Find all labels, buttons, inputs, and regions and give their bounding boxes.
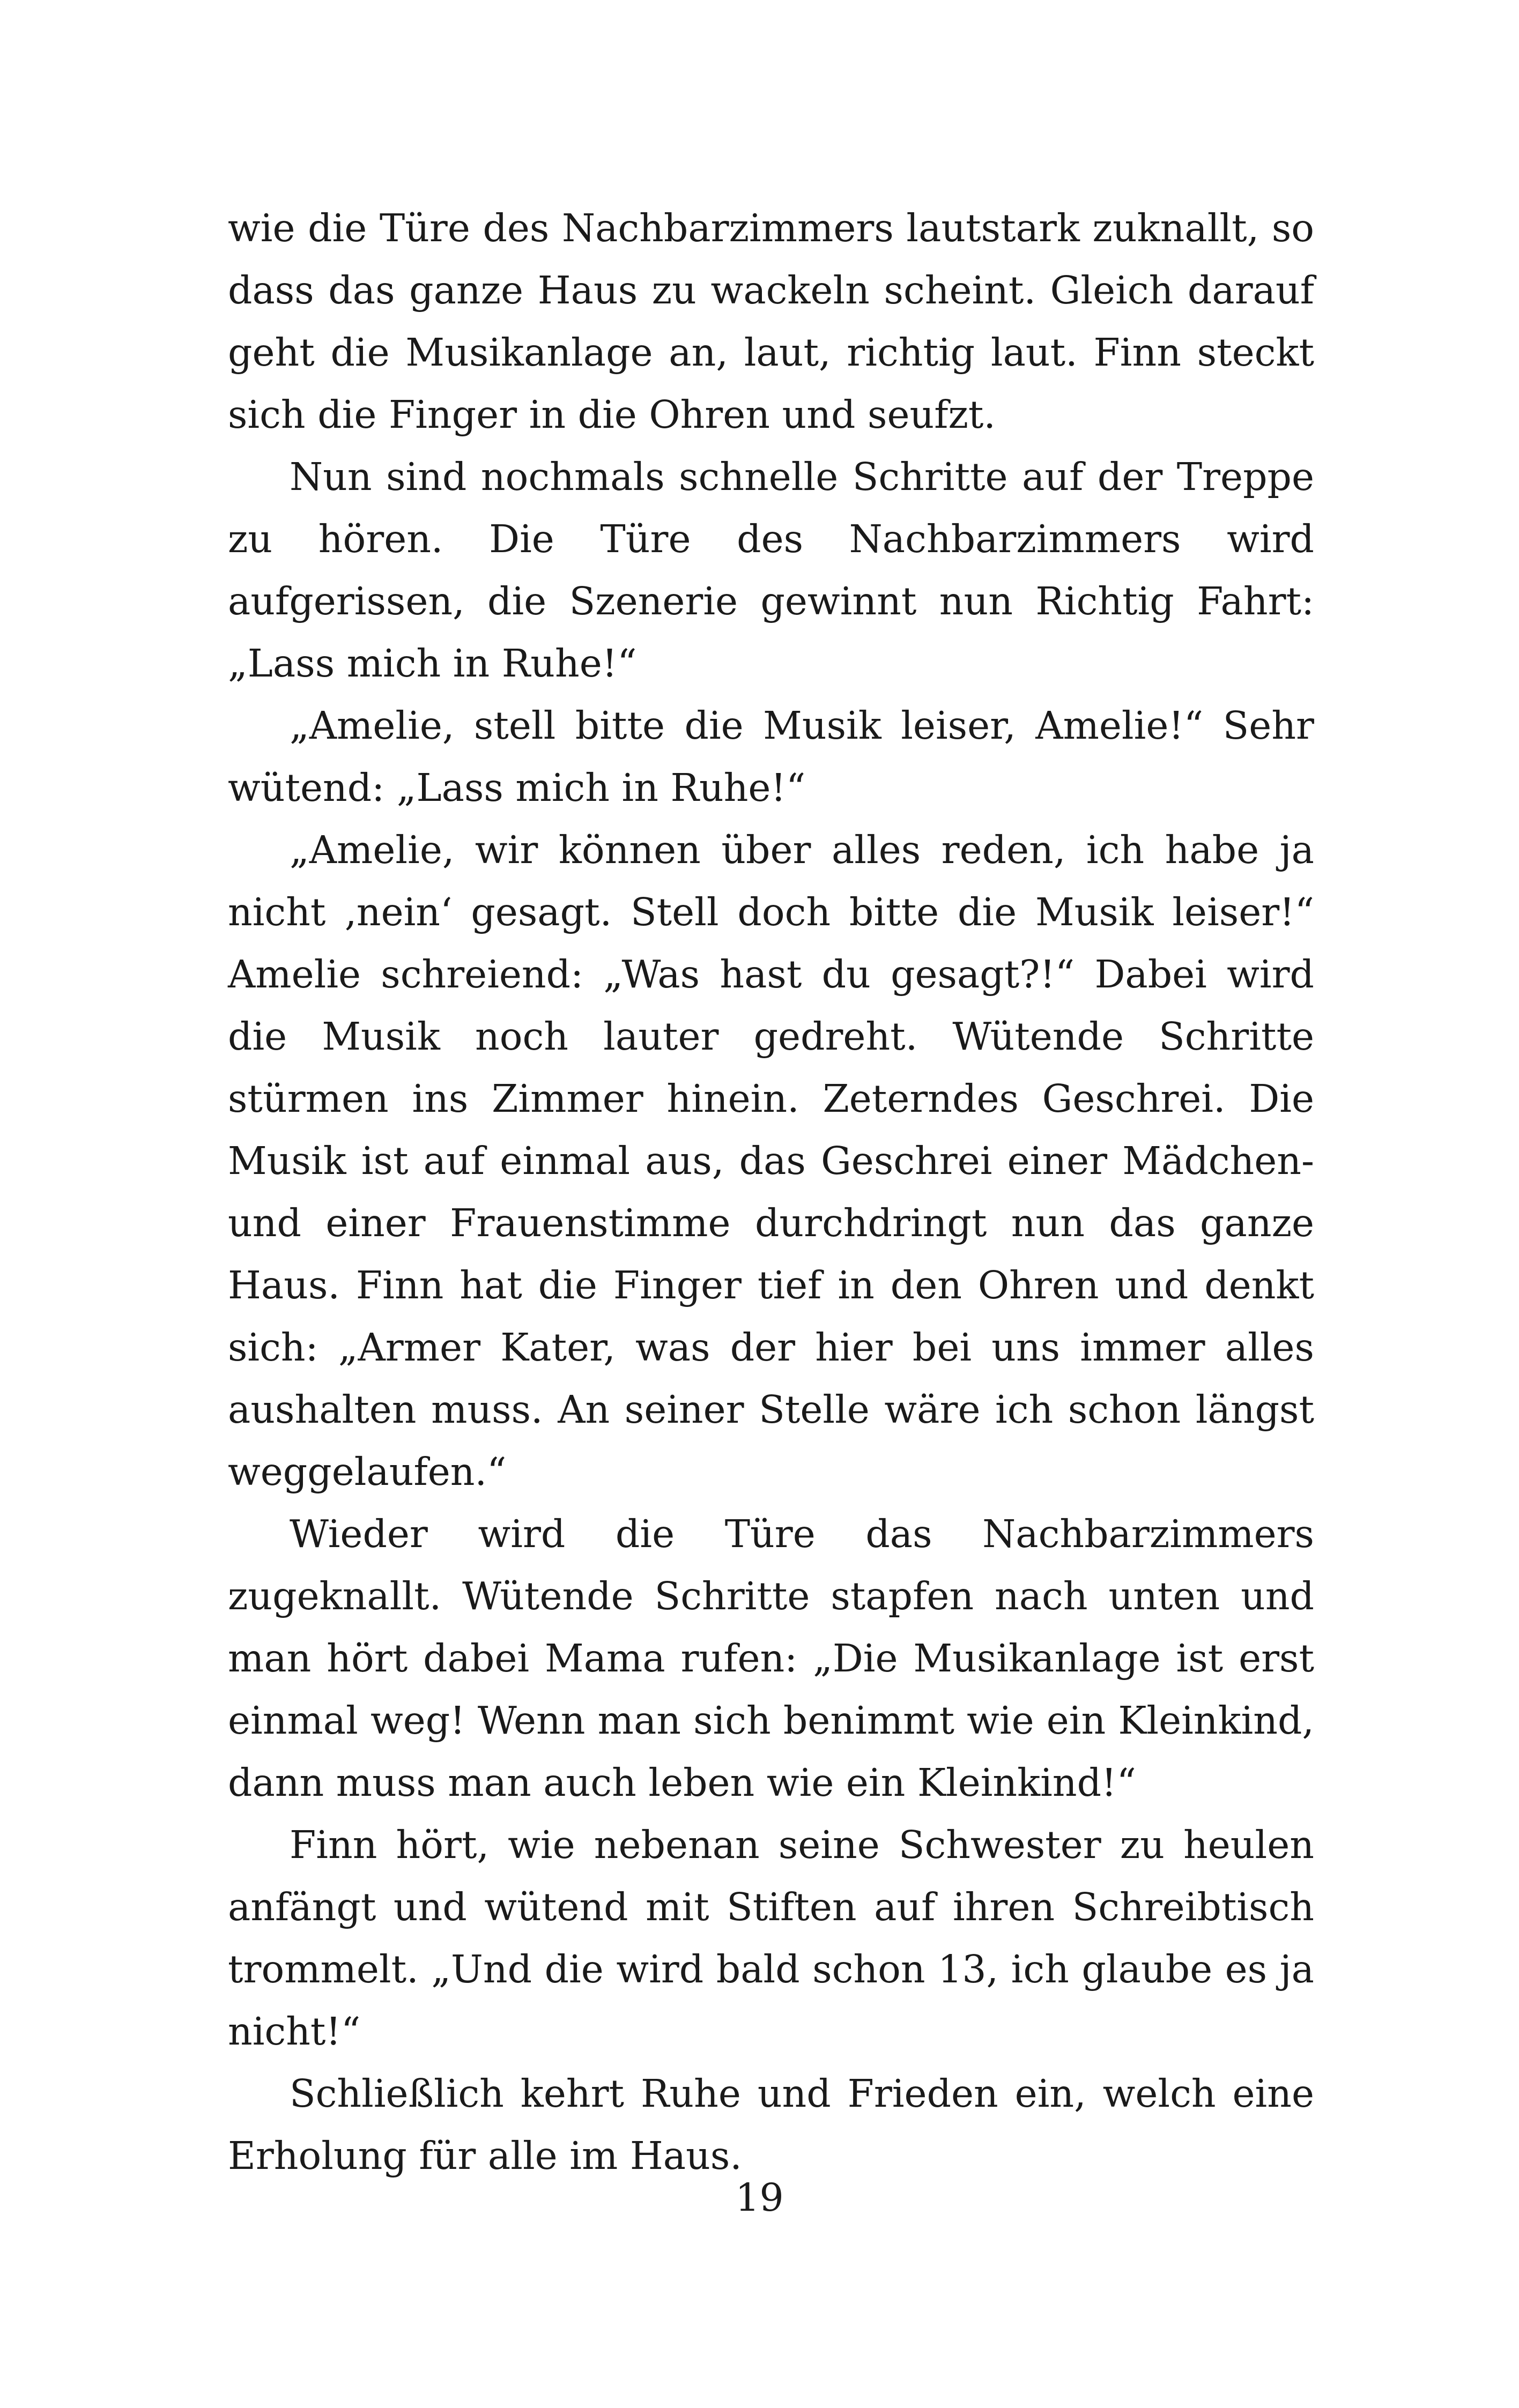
paragraph: Nun sind nochmals schnelle Schritte auf der Treppe zu hören. Die Türe des Nachbarzimmers wird aufgerissen, die Szenerie gewinnt nun Richtig Fahrt: „Lass mich in Ruhe!“: [228, 455, 1314, 686]
paragraph: Finn hört, wie nebenan seine Schwester zu heulen anfängt und wütend mit Stiften auf ihren Schreibtisch trommelt. „Und die wird bald schon 13, ich glaube es ja nicht!“: [228, 1823, 1314, 2054]
page-number: 19: [735, 2175, 784, 2220]
body-text: [228, 197, 1314, 2187]
paragraph: „Amelie, stell bitte die Musik leiser, Amelie!“ Sehr wütend: „Lass mich in Ruhe!“: [228, 703, 1314, 810]
paragraph: Wieder wird die Türe das Nachbarzimmers zugeknallt. Wütende Schritte stapfen nach unten und man hört dabei Mama rufen: „Die Musikanlage ist erst einmal weg! Wenn man sich benimmt wie ein Kleinkind, dann muss man auch leben wie ein Kleinkind!“: [228, 1512, 1314, 1805]
paragraph: Schließlich kehrt Ruhe und Frieden ein, welch eine Erholung für alle im Haus.: [228, 2071, 1314, 2178]
paragraph-continued: wie die Türe des Nachbarzimmers lautstark zuknallt, so dass das ganze Haus zu wackeln scheint. Gleich darauf geht die Musikanlage an, laut, richtig laut. Finn steckt sich die Finger in die Ohren und seufzt.: [228, 206, 1314, 437]
paragraph: „Amelie, wir können über alles reden, ich habe ja nicht ‚nein‘ gesagt. Stell doch bitte die Musik leiser!“ Amelie schreiend: „Was hast du gesagt?!“ Dabei wird die Musik noch lauter gedreht. Wütende Schritte stürmen ins Zimmer hinein. Zeterndes Geschrei. Die Musik ist auf einmal aus, das Geschrei einer Mädchen- und einer Frauenstimme durchdringt nun das ganze Haus. Finn hat die Finger tief in den Ohren und denkt sich: „Armer Kater, was der hier bei uns immer alles aushalten muss. An seiner Stelle wäre ich schon längst weggelaufen.“: [228, 828, 1314, 1494]
